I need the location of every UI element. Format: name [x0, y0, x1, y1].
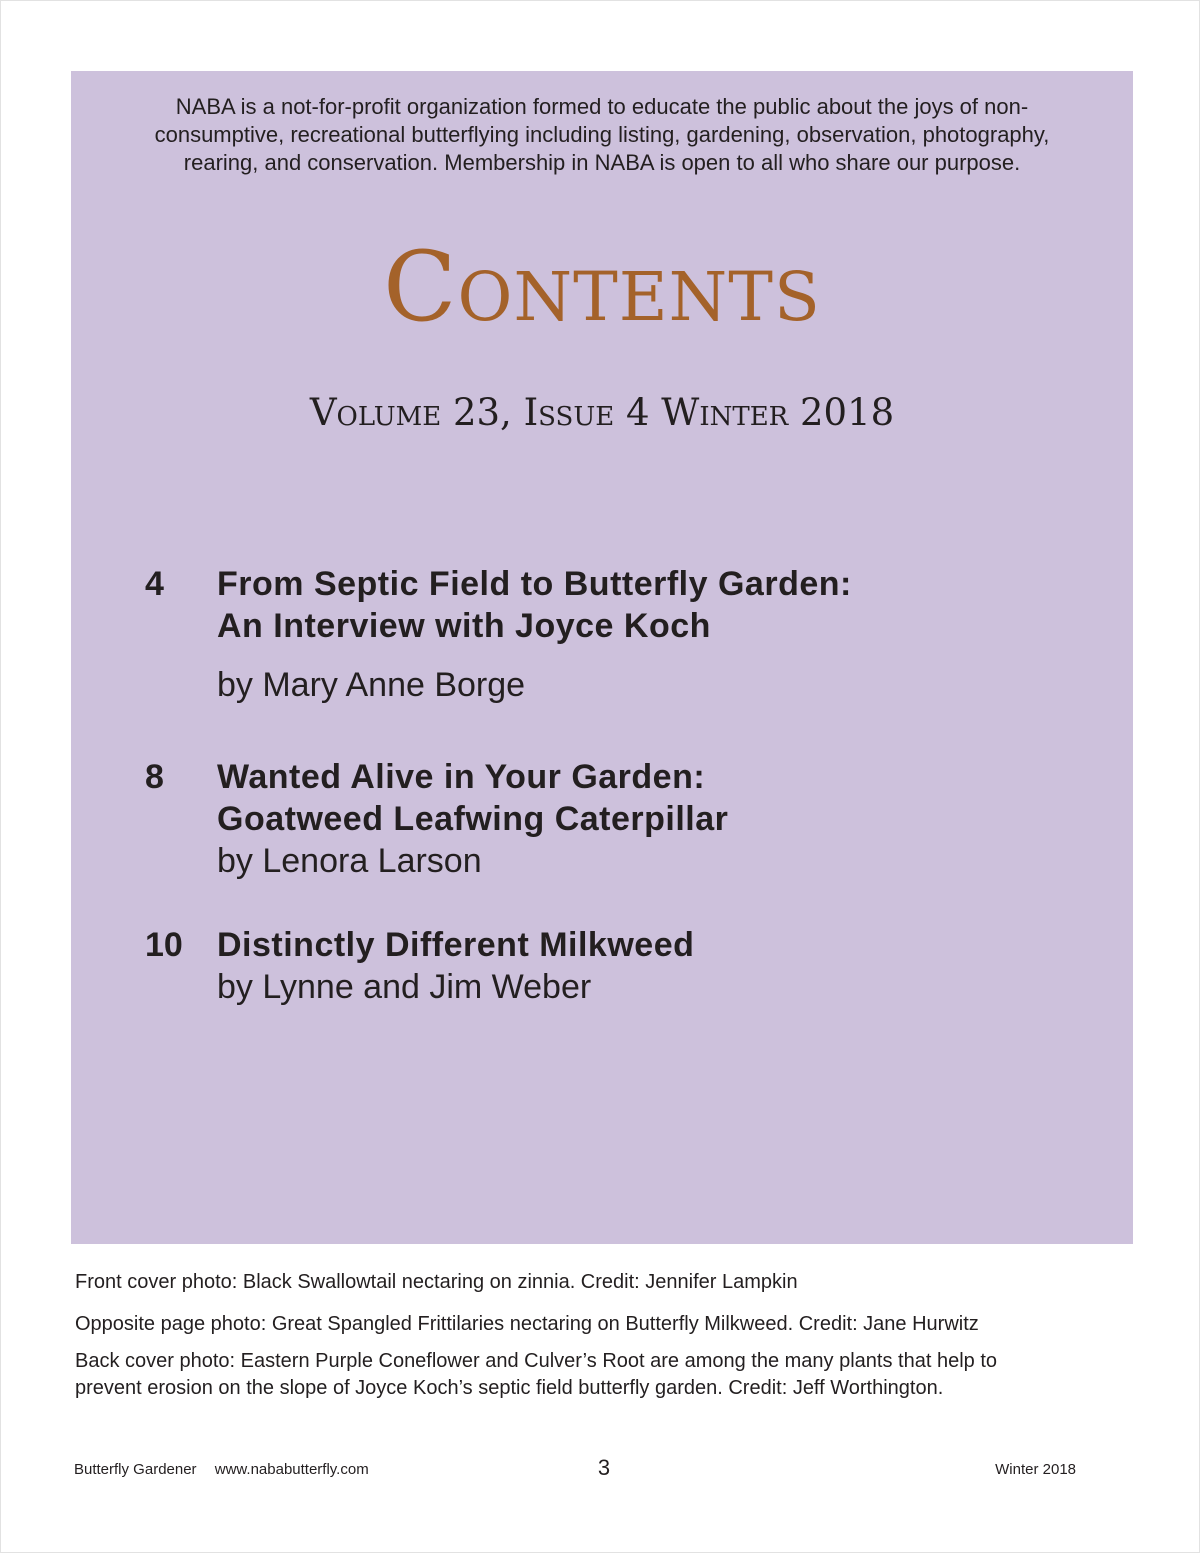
- toc-entry[interactable]: [145, 563, 1065, 706]
- contents-heading: Contents: [383, 231, 821, 343]
- toc-page-number: 8: [145, 758, 164, 796]
- toc-page-number: 4: [145, 565, 164, 603]
- intro-line: rearing, and conservation. Membership in NABA is open to all who share our purpose.: [183, 150, 1021, 175]
- toc-article-title-line[interactable]: Goatweed Leafwing Caterpillar: [217, 800, 729, 838]
- toc-page-number: 10: [145, 926, 183, 964]
- back-cover-credit: [75, 1348, 1135, 1402]
- intro-line: NABA is a not-for-profit organization formed to educate the public about the joys of non-: [175, 94, 1029, 119]
- website-link[interactable]: www.nababutterfly.com: [214, 1461, 369, 1478]
- back-cover-credit-line: prevent erosion on the slope of Joyce Koch’s septic field butterfly garden. Credit: Jeff Worthington.: [75, 1377, 944, 1399]
- toc-article-author: by Lynne and Jim Weber: [217, 968, 592, 1006]
- toc-article-title-line[interactable]: An Interview with Joyce Koch: [217, 607, 711, 645]
- issue-season: Winter 2018: [995, 1461, 1076, 1478]
- page-footer: [74, 1455, 1076, 1483]
- page-number: 3: [597, 1455, 611, 1480]
- table-of-contents: [145, 563, 1065, 1008]
- contents-panel: [71, 71, 1133, 1244]
- intro-line: consumptive, recreational butterflying including listing, gardening, observation, photography,: [154, 122, 1050, 147]
- toc-article-author: by Mary Anne Borge: [217, 666, 526, 704]
- naba-intro: [101, 93, 1103, 177]
- issue-volume-line: Volume 23, Issue 4 Winter 2018: [309, 391, 895, 434]
- toc-article-title-line[interactable]: From Septic Field to Butterfly Garden:: [217, 565, 852, 603]
- front-cover-credit: Front cover photo: Black Swallowtail nectaring on zinnia. Credit: Jennifer Lampkin: [75, 1271, 798, 1293]
- opposite-page-credit: Opposite page photo: Great Spangled Frittilaries nectaring on Butterfly Milkweed. Credit: Jane Hurwitz: [75, 1313, 979, 1335]
- toc-entry[interactable]: [145, 924, 1065, 1008]
- photo-credits: [75, 1269, 1135, 1402]
- toc-entry[interactable]: [145, 756, 1065, 882]
- toc-article-title-line[interactable]: Wanted Alive in Your Garden:: [217, 758, 706, 796]
- toc-article-title-line[interactable]: Distinctly Different Milkweed: [217, 926, 695, 964]
- publication-name: Butterfly Gardener: [74, 1461, 197, 1478]
- toc-article-author: by Lenora Larson: [217, 842, 482, 880]
- back-cover-credit-line: Back cover photo: Eastern Purple Coneflower and Culver’s Root are among the many plants that help to: [75, 1350, 998, 1372]
